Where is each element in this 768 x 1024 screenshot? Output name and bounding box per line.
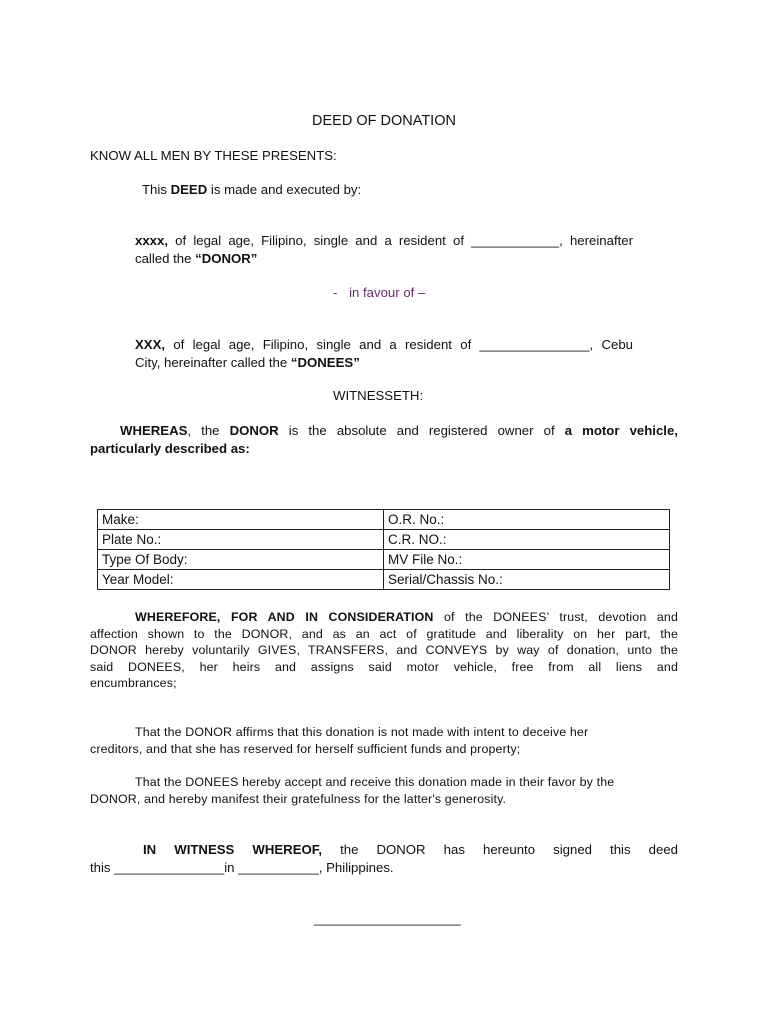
table-cell: O.R. No.:	[384, 510, 670, 530]
table-cell: Serial/Chassis No.:	[384, 570, 670, 590]
witness-bold: IN WITNESS WHEREOF,	[143, 842, 323, 857]
whereas-vehicle: a motor vehicle,	[564, 423, 678, 438]
accept-paragraph	[90, 774, 678, 807]
accept-line-1: That the DONEES hereby accept and receive this donation made in their favor by the	[135, 775, 615, 789]
donee-paragraph	[135, 336, 633, 372]
wherefore-line-3: DONOR hereby voluntarily GIVES, TRANSFERS, and CONVEYS by way of donation, unto the	[90, 643, 678, 657]
table-cell: Make:	[98, 510, 384, 530]
table-cell: MV File No.:	[384, 550, 670, 570]
made-by-deed: DEED	[170, 182, 208, 197]
witness-line-1	[90, 841, 678, 859]
donor-line-2-prefix: called the	[135, 251, 192, 266]
whereas-donor: DONOR	[229, 423, 279, 438]
witness-line-1-rest: the DONOR has hereunto signed this deed	[340, 842, 678, 857]
donee-line-2	[135, 354, 633, 372]
whereas-line-2-text: particularly described as:	[90, 441, 250, 456]
whereas-line-2	[90, 440, 678, 458]
donee-role: “DONEES”	[290, 355, 360, 370]
affirm-paragraph	[90, 724, 678, 757]
affirm-line-1: That the DONOR affirms that this donation is not made with intent to deceive her	[135, 725, 589, 739]
table-row	[98, 550, 670, 570]
donor-line-1-text: of legal age, Filipino, single and a resident of ____________, hereinafter	[175, 233, 633, 248]
donor-line-2	[135, 250, 633, 268]
whereas-paragraph	[90, 422, 678, 458]
donee-line-1	[135, 336, 633, 354]
donor-name: xxxx,	[135, 233, 169, 248]
whereas-lead: WHEREAS	[120, 423, 188, 438]
donee-line-2-prefix: City, hereinafter called the	[135, 355, 288, 370]
witness-line-2: this _______________in ___________, Philippines.	[90, 860, 394, 875]
wherefore-paragraph	[90, 609, 678, 692]
witnesseth-heading: WITNESSETH:	[333, 388, 424, 403]
donee-name: XXX,	[135, 337, 166, 352]
made-by-prefix: This	[142, 182, 167, 197]
in-favour-text: in favour of –	[349, 285, 426, 300]
affirm-line-2: creditors, and that she has reserved for herself sufficient funds and property;	[90, 741, 521, 756]
table-cell: C.R. NO.:	[384, 530, 670, 550]
table-cell: Year Model:	[98, 570, 384, 590]
document-title: DEED OF DONATION	[312, 113, 456, 129]
wherefore-bold: WHEREFORE, FOR AND IN CONSIDERATION	[135, 610, 434, 624]
wherefore-line-2: affection shown to the DONOR, and as an act of gratitude and liberality on her part, the	[90, 626, 678, 641]
signature-line: ____________________	[314, 911, 461, 926]
whereas-mid-2: is the absolute and registered owner of	[288, 423, 555, 438]
in-favour-dash: -	[333, 285, 338, 300]
witness-paragraph	[90, 841, 678, 877]
made-by-line	[142, 181, 361, 199]
table-cell: Plate No.:	[98, 530, 384, 550]
donor-paragraph	[135, 232, 633, 268]
donor-role: “DONOR”	[195, 251, 258, 266]
accept-line-2: DONOR, and hereby manifest their gratefulness for the latter's generosity.	[90, 791, 507, 806]
in-favour-line	[333, 284, 425, 302]
made-by-suffix: is made and executed by:	[210, 182, 362, 197]
donee-line-1-text: of legal age, Filipino, single and a resident of _______________, Cebu	[173, 337, 633, 352]
table-row	[98, 510, 670, 530]
intro-line: KNOW ALL MEN BY THESE PRESENTS:	[90, 148, 337, 163]
vehicle-table	[97, 509, 670, 590]
table-row	[98, 530, 670, 550]
whereas-mid-1: , the	[187, 423, 220, 438]
wherefore-line-4: said DONEES, her heirs and assigns said motor vehicle, free from all liens and	[90, 659, 678, 674]
wherefore-line-5: encumbrances;	[90, 676, 177, 690]
wherefore-line-1	[90, 609, 678, 626]
donor-line-1	[135, 232, 633, 250]
wherefore-line-1-rest: of the DONEES’ trust, devotion and	[444, 610, 678, 624]
table-cell: Type Of Body:	[98, 550, 384, 570]
table-row	[98, 570, 670, 590]
whereas-line-1	[90, 422, 678, 440]
